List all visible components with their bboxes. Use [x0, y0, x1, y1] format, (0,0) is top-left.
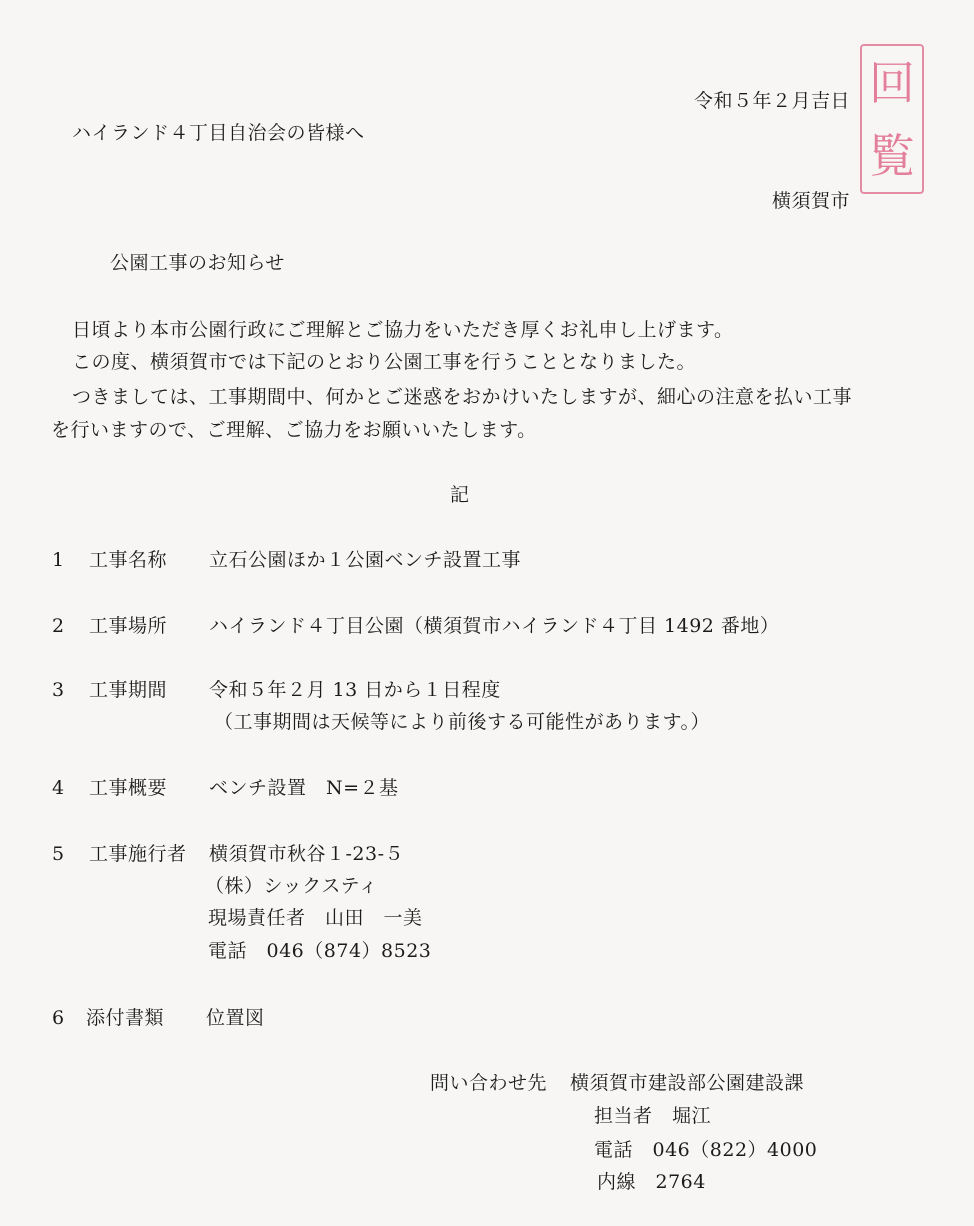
item-5-number: 5	[52, 843, 65, 865]
body-line-1: 日頃より本市公園行政にご理解とご協力をいただき厚くお礼申し上げます。	[72, 319, 734, 341]
document-title: 公園工事のお知らせ	[110, 252, 285, 274]
contact-phone: 電話 046（822）4000	[594, 1139, 818, 1161]
item-5-value-1: 横須賀市秋谷１-23-５	[209, 843, 405, 865]
item-6-label: 添付書類	[86, 1007, 165, 1029]
item-3-value-2: （工事期間は天候等により前後する可能性があります。）	[214, 711, 710, 733]
contact-label: 問い合わせ先	[430, 1072, 548, 1094]
addressee: ハイランド４丁目自治会の皆様へ	[72, 122, 365, 144]
item-3-number: 3	[52, 679, 65, 701]
item-4-label: 工事概要	[89, 777, 168, 799]
item-1-label: 工事名称	[89, 549, 168, 571]
body-line-2: この度、横須賀市では下記のとおり公園工事を行うこととなりました。	[72, 351, 697, 373]
item-6-number: 6	[52, 1007, 65, 1029]
item-5-value-2: （株）シックスティ	[205, 875, 379, 897]
item-3-label: 工事期間	[89, 679, 168, 701]
ki-heading: 記	[450, 484, 470, 506]
stamp-char-1: 回	[869, 55, 915, 110]
stamp-char-2: 覧	[869, 128, 915, 183]
contact-department: 横須賀市建設部公園建設課	[570, 1072, 805, 1094]
item-5-value-3: 現場責任者 山田 一美	[208, 907, 423, 929]
item-5-value-4: 電話 046（874）8523	[208, 940, 432, 962]
contact-extension: 内線 2764	[597, 1171, 706, 1193]
item-4-number: 4	[52, 777, 65, 799]
item-2-value: ハイランド４丁目公園（横須賀市ハイランド４丁目 1492 番地）	[209, 615, 780, 637]
item-2-number: 2	[52, 615, 65, 637]
issue-date: 令和５年２月吉日	[694, 90, 851, 112]
sender: 横須賀市	[772, 190, 851, 212]
circulation-stamp	[860, 44, 924, 194]
body-line-4: を行いますので、ご理解、ご協力をお願いいたします。	[51, 419, 537, 441]
item-1-value: 立石公園ほか１公園ベンチ設置工事	[209, 549, 522, 571]
item-6-value: 位置図	[206, 1007, 265, 1029]
item-4-value: ベンチ設置 N=２基	[209, 777, 399, 799]
item-5-label: 工事施行者	[89, 843, 187, 865]
item-2-label: 工事場所	[89, 615, 168, 637]
item-1-number: 1	[52, 549, 65, 571]
contact-person: 担当者 堀江	[594, 1105, 712, 1127]
body-line-3: つきましては、工事期間中、何かとご迷惑をおかけいたしますが、細心の注意を払い工事	[72, 386, 853, 408]
item-3-value-1: 令和５年２月 13 日から１日程度	[209, 679, 501, 701]
